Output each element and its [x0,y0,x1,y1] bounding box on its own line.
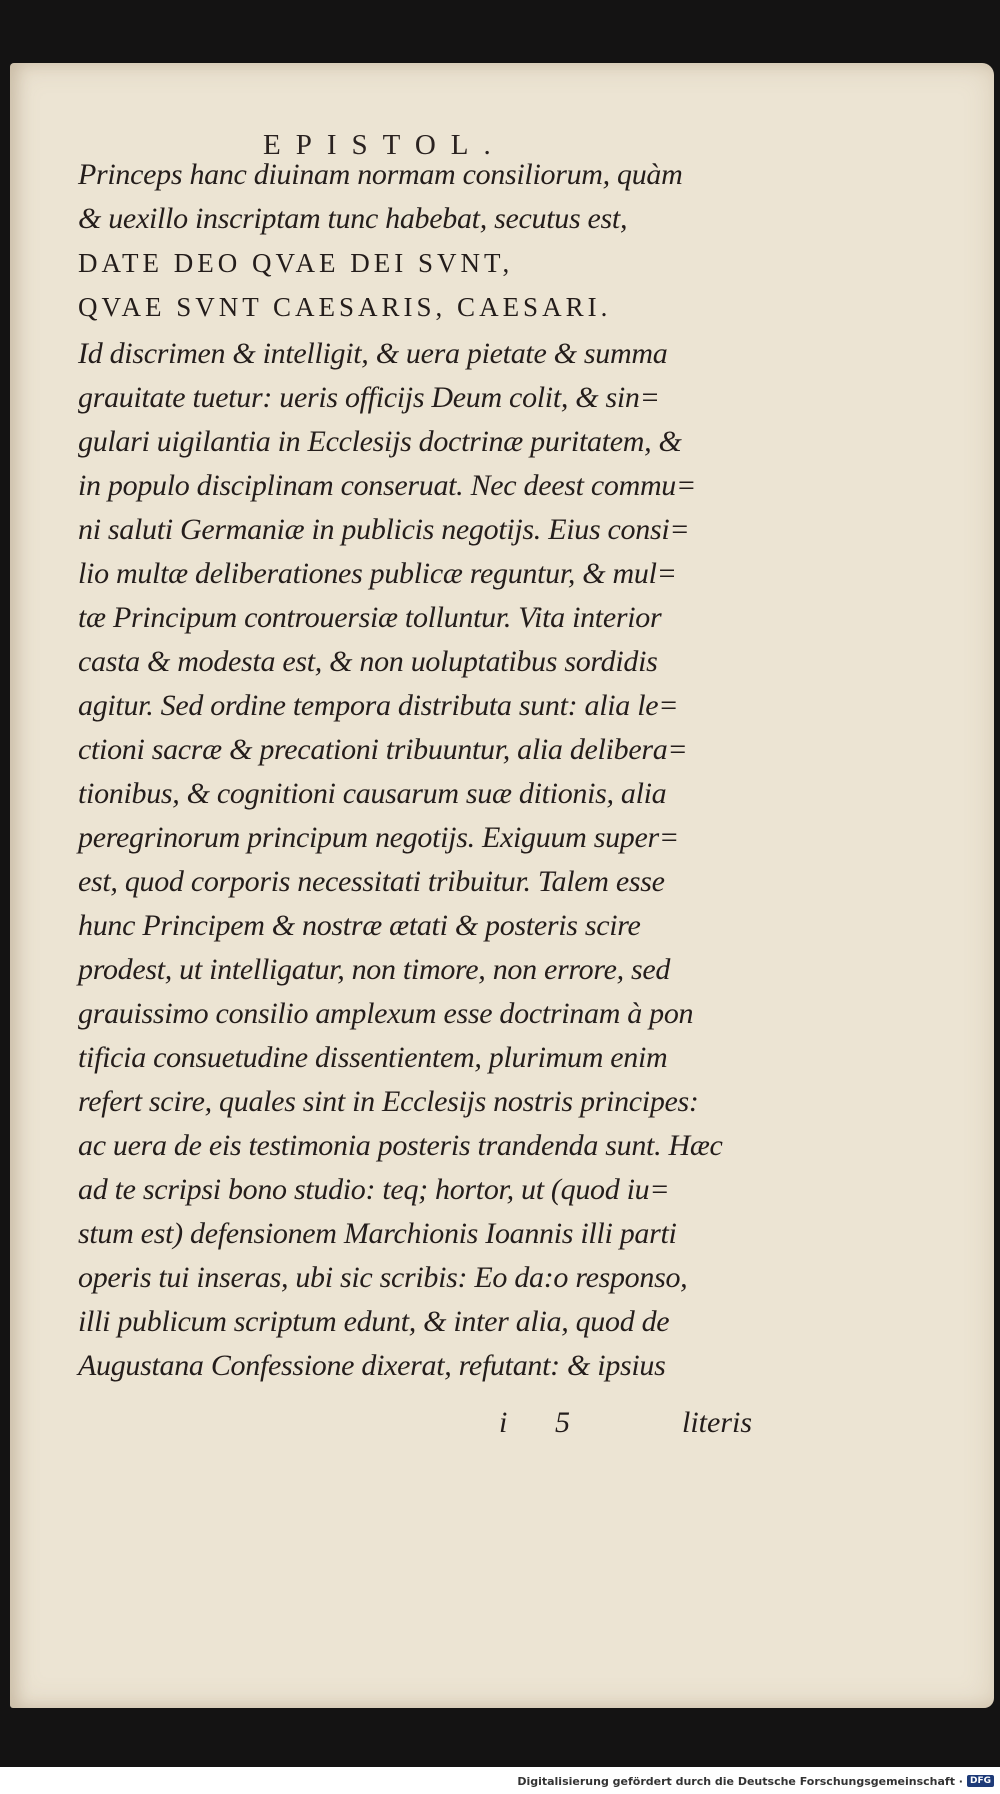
text-line-caps: QVAE SVNT CAESARIS, CAESARI. [78,292,612,322]
text-line-caps: DATE DEO QVAE DEI SVNT, [78,248,514,278]
text-line: operis tui inseras, ubi sic scribis: Eo da:o responso, [78,1261,688,1294]
text-line: hunc Principem & nostræ ætati & posteris scire [78,909,641,942]
signature-mark: i [499,1406,508,1439]
text-line: ctioni sacræ & precationi tribuuntur, alia delibera= [78,733,688,766]
text-line: Augustana Confessione dixerat, refutant: & ipsius [78,1349,666,1382]
text-line: tæ Principum controuersiæ tolluntur. Vita interior [78,601,662,634]
book-page [10,63,994,1708]
text-line: in populo disciplinam conseruat. Nec deest commu= [78,469,696,502]
text-line: ac uera de eis testimonia posteris trandenda sunt. Hæc [78,1129,723,1162]
text-line: Princeps hanc diuinam normam consiliorum, quàm [78,158,683,191]
text-line: ad te scripsi bono studio: teq; hortor, ut (quod iu= [78,1173,670,1206]
text-line: casta & modesta est, & non uoluptatibus sordidis [78,645,658,678]
text-line: & uexillo inscriptam tunc habebat, secutus est, [78,202,628,235]
text-line: refert scire, quales sint in Ecclesijs nostris principes: [78,1085,699,1118]
funding-credit [517,1771,994,1791]
text-line: grauissimo consilio amplexum esse doctrinam à pon [78,997,694,1030]
text-line: peregrinorum principum negotijs. Exiguum super= [78,821,679,854]
catchword: literis [682,1406,753,1439]
text-line: lio multæ deliberationes publicæ reguntur, & mul= [78,557,677,590]
text-line: ni saluti Germaniæ in publicis negotijs. Eius consi= [78,513,690,546]
text-line: prodest, ut intelligatur, non timore, non errore, sed [78,953,671,986]
text-line: tificia consuetudine dissentientem, plurimum enim [78,1041,668,1074]
text-line: Id discrimen & intelligit, & uera pietate & summa [78,337,668,370]
text-line: agitur. Sed ordine tempora distributa sunt: alia le= [78,689,679,722]
running-header: EPISTOL. [263,129,506,161]
text-line: grauitate tuetur: ueris officijs Deum colit, & sin= [78,381,660,414]
text-line: illi publicum scriptum edunt, & inter alia, quod de [78,1305,670,1338]
text-line: est, quod corporis necessitati tribuitur. Talem esse [78,865,665,898]
dfg-logo: DFG [967,1775,994,1787]
text-line: stum est) defensionem Marchionis Ioannis illi parti [78,1217,677,1250]
credit-text: Digitalisierung gefördert durch die Deutsche Forschungsgemeinschaft · [517,1774,963,1788]
signature-number: 5 [555,1406,570,1439]
text-line: tionibus, & cognitioni causarum suæ ditionis, alia [78,777,667,810]
text-line: gulari uigilantia in Ecclesijs doctrinæ puritatem, & [78,425,682,458]
